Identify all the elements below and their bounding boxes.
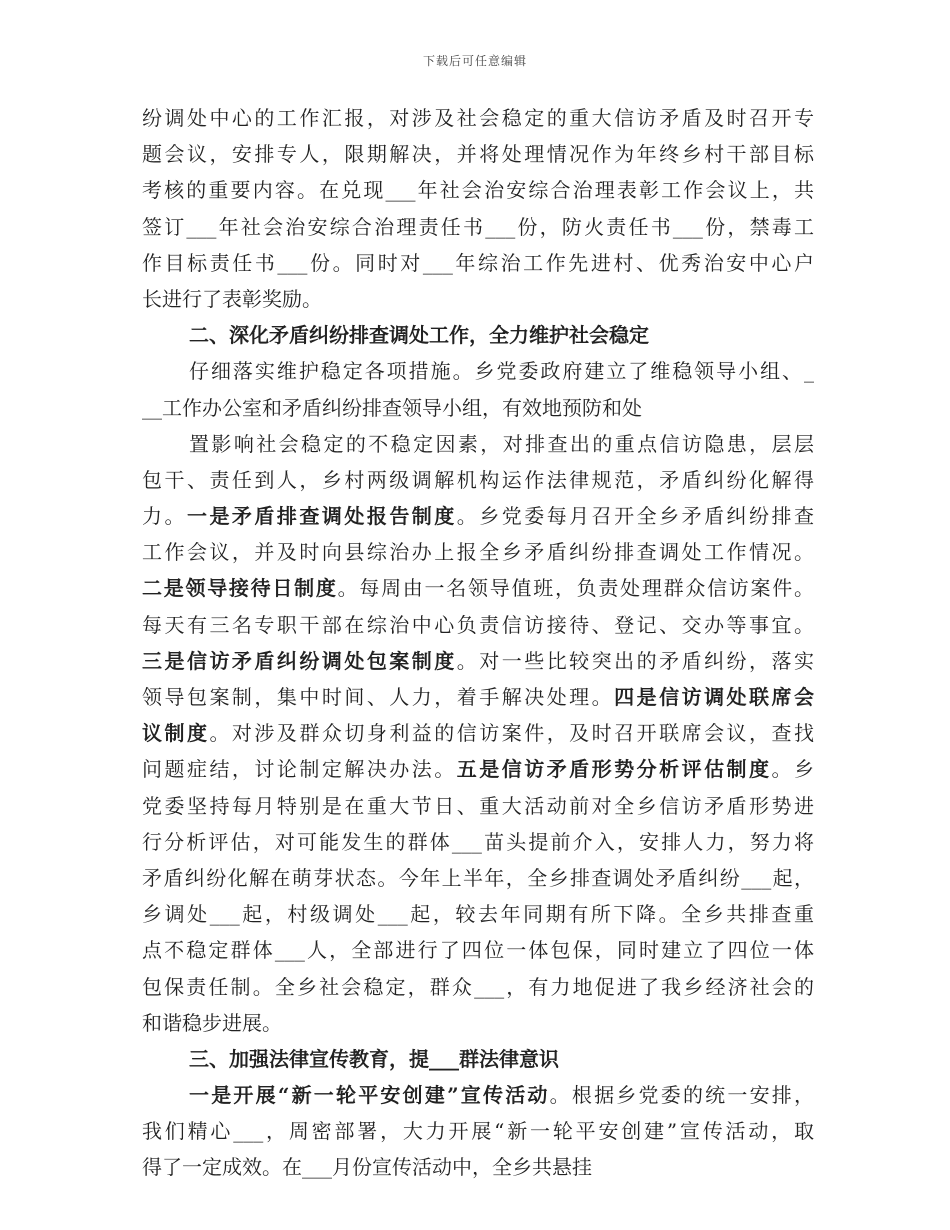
text-segment: 。乡 — [771, 757, 814, 782]
text-line — [142, 860, 814, 896]
text-segment: 和谐稳步进展。 — [142, 1010, 282, 1035]
text-segment: 长进行了表彰奖励。 — [142, 286, 322, 311]
text-line — [142, 136, 814, 172]
text-line — [142, 788, 814, 824]
text-line — [142, 172, 814, 208]
text-segment: 纷调处中心的工作汇报，对涉及社会稳定的重大信访矛盾及时召开专 — [142, 106, 814, 130]
text-line — [142, 498, 814, 534]
text-segment: 党委坚持每月特别是在重大节日、重大活动前对全乡信访矛盾形势进 — [142, 793, 814, 818]
text-line — [142, 1077, 814, 1113]
text-segment: 力。 — [142, 504, 187, 529]
text-line — [142, 1149, 814, 1185]
text-segment: 包保责任制。全乡社会稳定，群众___，有力地促进了我乡经济社会的 — [142, 974, 814, 999]
text-segment: 我们精心___，周密部署，大力开展“新一轮平安创建”宣传活动，取 — [142, 1119, 814, 1144]
text-segment: 得了一定成效。在___月份宣传活动中，全乡共悬挂 — [142, 1155, 592, 1180]
text-line — [142, 209, 814, 245]
text-line — [142, 715, 814, 751]
text-segment: 签订___年社会治安综合治理责任书___份，防火责任书___份，禁毒工 — [142, 214, 814, 239]
text-line — [142, 570, 814, 606]
text-line — [142, 245, 814, 281]
text-line — [142, 317, 814, 353]
text-line — [142, 390, 814, 426]
text-segment: 。对涉及群众切身利益的信访案件，及时召开联席会议，查找 — [209, 721, 814, 746]
bold-text-segment: 二、深化矛盾纠纷排查调处工作，全力维护社会稳定 — [189, 323, 649, 348]
text-segment: 点不稳定群体___人，全部进行了四位一体包保，同时建立了四位一体 — [142, 938, 814, 963]
text-line — [142, 824, 814, 860]
text-segment: 行分析评估，对可能发生的群体___苗头提前介入，安排人力，努力将 — [142, 829, 814, 854]
bold-text-segment: 三是信访矛盾纠纷调处包案制度 — [142, 648, 457, 673]
bold-text-segment: 三、加强法律宣传教育，提___群法律意识 — [189, 1046, 559, 1071]
text-line — [142, 896, 814, 932]
text-segment: 矛盾纠纷化解在萌芽状态。今年上半年，全乡排查调处矛盾纠纷___起， — [142, 865, 814, 890]
bold-text-segment: 议制度 — [142, 721, 210, 746]
text-line — [142, 932, 814, 968]
text-line — [142, 1113, 814, 1149]
text-line — [142, 643, 814, 679]
page-header: 下载后可任意编辑 — [422, 54, 527, 68]
text-line — [142, 534, 814, 570]
text-line — [142, 426, 814, 462]
text-line — [142, 679, 814, 715]
text-line — [142, 969, 814, 1005]
bold-text-segment: 二是领导接待日制度 — [142, 576, 338, 601]
text-segment: 每天有三名专职干部在综治中心负责信访接待、登记、交办等事宜。 — [142, 612, 814, 637]
text-segment: __工作办公室和矛盾纠纷排查领导小组，有效地预防和处 — [142, 395, 642, 420]
text-segment: 领导包案制，集中时间、人力，着手解决处理。 — [142, 685, 615, 709]
text-line — [142, 1041, 814, 1077]
text-segment: 包干、责任到人，乡村两级调解机构运作法律规范，矛盾纠纷化解得 — [142, 467, 814, 492]
text-segment: 问题症结，讨论制定解决办法。 — [142, 757, 457, 782]
text-line — [142, 751, 814, 787]
text-segment: 乡调处___起，村级调处___起，较去年同期有所下降。全乡共排查重 — [142, 902, 814, 927]
text-segment: 。根据乡党委的统一安排， — [549, 1083, 814, 1108]
text-line — [142, 1005, 814, 1041]
text-segment: 仔细落实维护稳定各项措施。乡党委政府建立了维稳领导小组、_ — [189, 359, 814, 384]
text-line — [142, 607, 814, 643]
text-segment: 作目标责任书___份。同时对___年综治工作先进村、优秀治安中心户 — [142, 250, 814, 275]
text-segment: 题会议，安排专人，限期解决，并将处理情况作为年终乡村干部目标 — [142, 142, 814, 167]
text-line — [142, 100, 814, 136]
bold-text-segment: 四是信访调处联席会 — [614, 685, 814, 709]
text-segment: 。对一些比较突出的矛盾纠纷，落实 — [456, 648, 814, 673]
text-segment: 置影响社会稳定的不稳定因素，对排查出的重点信访隐患，层层 — [189, 431, 814, 456]
text-line — [142, 462, 814, 498]
text-line — [142, 353, 814, 389]
document-body — [142, 100, 814, 1186]
bold-text-segment: 五是信访矛盾形势分析评估制度 — [456, 757, 772, 782]
text-segment: 工作会议，并及时向县综治办上报全乡矛盾纠纷排查调处工作情况。 — [142, 540, 814, 565]
text-line — [142, 281, 814, 317]
text-segment: 。乡党委每月召开全乡矛盾纠纷排查 — [456, 504, 814, 529]
bold-text-segment: 一是矛盾排查调处报告制度 — [186, 504, 457, 529]
text-segment: 考核的重要内容。在兑现___年社会治安综合治理表彰工作会议上，共 — [142, 178, 814, 203]
bold-text-segment: 一是开展“新一轮平安创建”宣传活动 — [189, 1083, 550, 1108]
text-segment: 。每周由一名领导值班，负责处理群众信访案件。 — [337, 576, 814, 601]
